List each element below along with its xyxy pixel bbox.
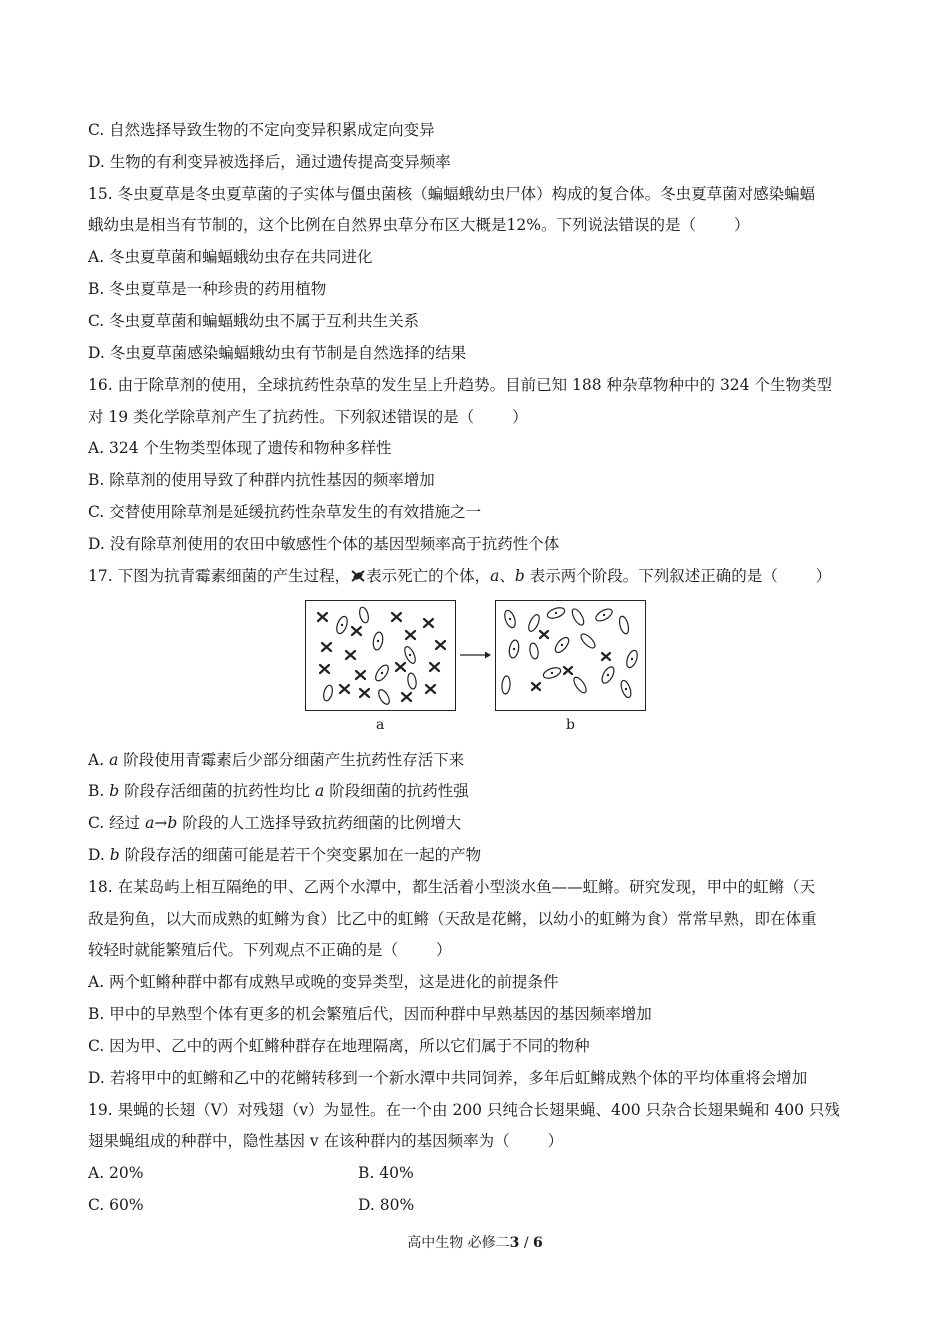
footer-label: 高中生物 必修二: [407, 1235, 510, 1251]
q17-c-arrow: →: [154, 814, 168, 832]
q17-d-text: 阶段存活的细菌可能是若干个突变累加在一起的产物: [119, 846, 482, 864]
q17-option-c: [88, 813, 461, 833]
q17-stem-part1: 17. 下图为抗青霉素细菌的产生过程，: [88, 567, 351, 585]
q17-stem-part2: 表示死亡的个体，: [366, 567, 491, 585]
q17-sep: 、: [499, 567, 515, 585]
q16-option-a: A. 324 个生物类型体现了遗传和物种多样性: [88, 439, 392, 457]
q17-d-var: b: [109, 846, 120, 864]
q15-option-c: C. 冬虫夏草菌和蝙蝠蛾幼虫不属于互利共生关系: [88, 312, 420, 330]
q15-option-d: D. 冬虫夏草菌感染蝙蝠蛾幼虫有节制是自然选择的结果: [88, 344, 467, 362]
q16-stem-text: 对 19 类化学除草剂产生了抗药性。下列叙述错误的是（: [88, 408, 475, 426]
stage-b-bacteria: [496, 601, 644, 709]
q18-option-d: D. 若将甲中的虹鳉和乙中的花鳉转移到一个新水潭中共同饲养，多年后虹鳉成熟个体的平均体重将会增加: [88, 1069, 808, 1087]
q17-b-var: b: [109, 782, 120, 800]
q16-option-b: B. 除草剂的使用导致了种群内抗性基因的频率增加: [88, 471, 435, 489]
q17-b-text2: 阶段细菌的抗药性强: [324, 782, 469, 800]
q17-option-b: [88, 781, 469, 801]
q17-b-var2: a: [315, 782, 325, 800]
q18-option-c: C. 因为甲、乙中的两个虹鳉种群存在地理隔离，所以它们属于不同的物种: [88, 1037, 590, 1055]
arrow-right-icon: [458, 650, 493, 660]
q18-stem-line3: [88, 940, 452, 960]
stage-a-bacteria: [306, 601, 454, 709]
figure-label-b: b: [566, 717, 575, 733]
page-total: 6: [533, 1235, 543, 1251]
q19-option-c: C. 60%: [88, 1196, 144, 1214]
q19-paren-close: ）: [547, 1132, 564, 1150]
q17-paren-close: ）: [815, 567, 832, 585]
q17-var-a: a: [490, 567, 500, 585]
q17-c-prefix: C. 经过: [88, 814, 146, 832]
q19-stem-line1: 19. 果蝇的长翅（V）对残翅（v）为显性。在一个由 200 只纯合长翅果蝇、400 只杂合长翅果蝇和 400 只残: [88, 1101, 840, 1119]
stage-b-panel: [495, 600, 646, 711]
q14-option-c: C. 自然选择导致生物的不定向变异积累成定向变异: [88, 121, 435, 139]
q17-c-var1: a: [145, 814, 155, 832]
q15-option-b: B. 冬虫夏草是一种珍贵的药用植物: [88, 280, 327, 298]
q15-stem-line1: 15. 冬虫夏草是冬虫夏草菌的子实体与僵虫菌核（蝙蝠蛾幼虫尸体）构成的复合体。冬虫夏草菌对感染蝙蝠: [88, 185, 816, 203]
q17-stem: [88, 566, 831, 586]
q17-a-var: a: [109, 751, 119, 769]
q18-stem-line2: 敌是狗鱼，以大而成熟的虹鳉为食）比乙中的虹鳉（天敌是花鳉，以幼小的虹鳉为食）常常早熟，即在体重: [88, 910, 817, 928]
q17-stem-part3: 表示两个阶段。下列叙述正确的是（: [524, 567, 778, 585]
q18-paren-close: ）: [436, 941, 452, 959]
q16-option-d: D. 没有除草剂使用的农田中敏感性个体的基因型频率高于抗药性个体: [88, 535, 560, 553]
q16-paren-close: ）: [512, 408, 528, 426]
q15-stem-text: 蛾幼虫是相当有节制的，这个比例在自然界虫草分布区大概是12%。下列说法错误的是（: [88, 216, 696, 234]
q16-option-c: C. 交替使用除草剂是延缓抗药性杂草发生的有效措施之一: [88, 503, 482, 521]
q17-a-prefix: A.: [88, 751, 110, 769]
q16-stem-line1: 16. 由于除草剂的使用，全球抗药性杂草的发生呈上升趋势。目前已知 188 种杂草物种中的 324 个生物类型: [88, 376, 832, 394]
q14-option-d: D. 生物的有利变异被选择后，通过遗传提高变异频率: [88, 153, 451, 171]
q15-paren-close: ）: [733, 216, 750, 234]
figure-label-a: a: [376, 717, 385, 733]
stage-a-panel: [305, 600, 456, 711]
page-separator: /: [519, 1235, 534, 1251]
bacteria-figure: [305, 600, 645, 736]
q17-var-b: b: [514, 567, 525, 585]
q17-b-text1: 阶段存活细菌的抗药性均比: [119, 782, 316, 800]
q19-stem-text: 翅果蝇组成的种群中，隐性基因 v 在该种群内的基因频率为（: [88, 1132, 510, 1150]
q18-option-b: B. 甲中的早熟型个体有更多的机会繁殖后代，因而种群中早熟基因的基因频率增加: [88, 1005, 652, 1023]
q15-option-a: A. 冬虫夏草菌和蝙蝠蛾幼虫存在共同进化: [88, 248, 373, 266]
q17-b-prefix: B.: [88, 782, 110, 800]
page-footer: [0, 1232, 950, 1252]
q19-option-a: A. 20%: [88, 1164, 144, 1182]
q18-option-a: A. 两个虹鳉种群中都有成熟早或晚的变异类型，这是进化的前提条件: [88, 973, 559, 991]
q16-stem-line2: [88, 407, 528, 427]
q19-option-b: B. 40%: [358, 1164, 414, 1182]
q17-a-text: 阶段使用青霉素后少部分细菌产生抗药性存活下来: [118, 751, 465, 769]
q17-d-prefix: D.: [88, 846, 110, 864]
q18-stem-line1: 18. 在某岛屿上相互隔绝的甲、乙两个水潭中，都生活着小型淡水鱼——虹鳉。研究发现，甲中的虹鳉（天: [88, 878, 816, 896]
dead-cells: [532, 631, 610, 690]
q19-stem-line2: [88, 1131, 563, 1151]
q17-c-text: 阶段的人工选择导致抗药细菌的比例增大: [177, 814, 462, 832]
q17-option-a: [88, 750, 464, 770]
dead-bacterium-icon: [350, 569, 366, 583]
page-number: 3: [509, 1235, 520, 1251]
q17-c-var2: b: [167, 814, 178, 832]
q19-option-d: D. 80%: [358, 1196, 415, 1214]
q15-stem-line2: [88, 215, 749, 235]
q17-option-d: [88, 845, 481, 865]
q18-stem-text: 较轻时就能繁殖后代。下列观点不正确的是（: [88, 941, 399, 959]
